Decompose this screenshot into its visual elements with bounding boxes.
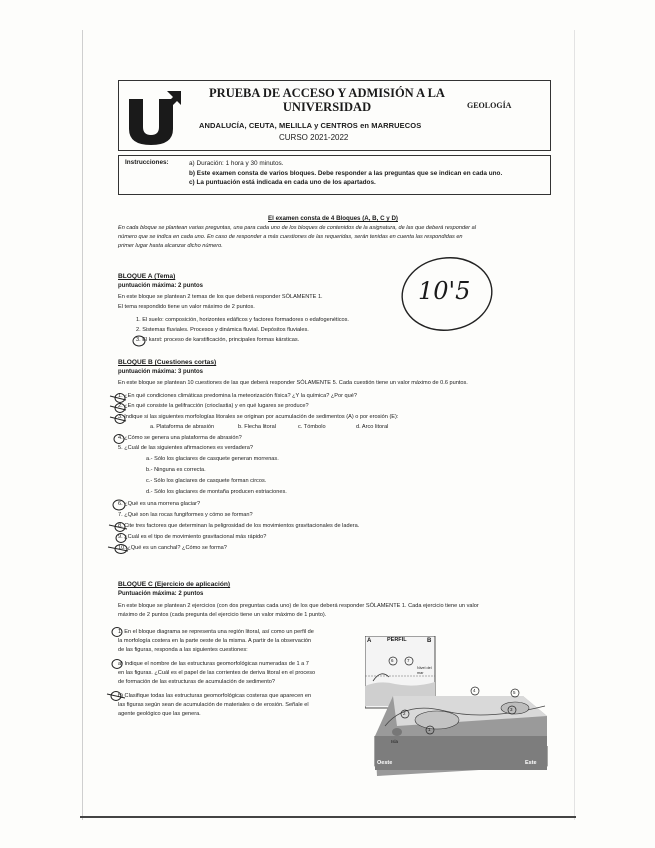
answer-circle-mark [132, 335, 146, 347]
question-option: b.- Ninguna es correcta. [146, 467, 206, 473]
figure-number: 2 [403, 711, 406, 716]
block-b-title: BLOQUE B (Cuestiones cortas) [118, 359, 217, 366]
block-b-score: puntuación máxima: 3 puntos [118, 369, 204, 375]
intro-line: primer lugar hasta alcanzar dicho número. [118, 243, 223, 249]
block-b-desc: En este bloque se plantean 10 cuestiones de las que deberá responder SÓLAMENTE 5. Cada cuestión tiene un valor máximo de 0.6 puntos. [118, 380, 468, 386]
exercise-line: a) Indique el nombre de las estructuras geomorfológicas numeradas de 1 a 7 [118, 661, 309, 667]
figure-number: 3 [510, 707, 513, 712]
exam-course: CURSO 2021-2022 [279, 133, 349, 142]
figure-west: Oeste [377, 760, 393, 766]
intro-title: El examen consta de 4 Bloques (A, B, C y D) [268, 215, 398, 222]
figure-east: Este [525, 760, 537, 766]
exam-subject: GEOLOGÍA [467, 101, 512, 110]
page-edge-left [82, 30, 83, 820]
question: 3. Indique si las siguientes morfologías litorales se originan por acumulación de sedimentos (A) o por erosión (E): [118, 414, 399, 420]
figure-sea-level: Nivel del mar [417, 666, 432, 675]
instructions-box [118, 155, 551, 195]
exercise-line: en las figuras. ¿Cuál es el papel de las corrientes de deriva litoral en el proceso [118, 670, 316, 676]
exercise-line: b) Clasifique todas las estructuras geomorfológicas costeras que aparecen en [118, 693, 312, 699]
question: 2. ¿En qué consiste la gelifracción (crioclastia) y en qué lugares se produce? [118, 403, 309, 409]
figure-number: 6 [391, 658, 394, 663]
instructions-list [189, 159, 502, 188]
question-option: d. Arco litoral [356, 424, 389, 430]
question-option: d.- Sólo los glaciares de montaña producen estriaciones. [146, 489, 287, 495]
question: 7. ¿Qué son las rocas fungiformes y cómo se forman? [118, 512, 253, 518]
exam-title: PRUEBA DE ACCESO Y ADMISIÓN A LA UNIVERSIDAD [209, 86, 445, 114]
block-a-desc: En este bloque se plantean 2 temas de los que deberá responder SÓLAMENTE 1. [118, 294, 323, 300]
exam-header [118, 80, 551, 151]
figure-number: 5 [513, 690, 516, 695]
question: 1. ¿En qué condiciones climáticas predomina la meteorización física? ¿Y la química? ¿Por qué? [118, 393, 357, 399]
question: 5. ¿Cuál de las siguientes afirmaciones es verdadera? [118, 445, 253, 451]
instruction-item: c) La puntuación está indicada en cada uno de los apartados. [189, 179, 376, 186]
figure-label-a: A [367, 638, 372, 644]
figure-label-b: B [427, 638, 432, 644]
exercise-line: las figuras según sean de acumulación de materiales o de erosión. Señale el [118, 702, 309, 708]
block-c-desc: máximo de 2 puntos (cada pregunta del ejercicio tiene un valor máximo de 1 punto). [118, 612, 327, 618]
exercise-line: agente geológico que las genera. [118, 711, 201, 717]
question: 10. ¿Qué es un canchal? ¿Cómo se forma? [118, 545, 227, 551]
figure-island: Isla [391, 739, 399, 744]
block-a-desc: El tema respondido tiene un valor máximo de 2 puntos. [118, 304, 255, 310]
page-edge-bottom [80, 816, 576, 818]
instructions-label: Instrucciones: [125, 159, 169, 166]
question: 4. ¿Cómo se genera una plataforma de abrasión? [118, 435, 242, 441]
question: 8. Cite tres factores que determinan la peligrosidad de los movimientos gravitacionales de ladera. [118, 523, 360, 529]
exam-region: ANDALUCÍA, CEUTA, MELILLA y CENTROS en MARRUECOS [199, 121, 422, 130]
question-option: a.- Sólo los glaciares de casquete generan morrenas. [146, 456, 279, 462]
coastal-block-diagram [365, 636, 550, 778]
question-option: c.- Sólo los glaciares de casquete forman circos. [146, 478, 267, 484]
exercise-line: 1. En el bloque diagrama se representa una región litoral, así como un perfil de [118, 629, 314, 635]
question: 6. ¿Qué es una morrena glaciar? [118, 501, 201, 507]
block-a-score: puntuación máxima: 2 puntos [118, 283, 204, 289]
handwritten-marks [100, 390, 132, 560]
question: 9. ¿Cuál es el tipo de movimiento gravitacional más rápido? [118, 534, 267, 540]
figure-number: 4 [473, 688, 476, 693]
intro-line: número que se indica en cada uno. En caso de responder a más cuestiones de las requeridas, serán tenidas en cuenta las respondidas en [118, 234, 463, 240]
block-a-topic: 1. El suelo: composición, horizontes edáficos y factores formadores o edafogenéticos. [136, 317, 349, 323]
handwritten-grade: 10'5 [418, 277, 471, 305]
figure-number: 1 [428, 727, 431, 732]
block-c-title: BLOQUE C (Ejercicio de aplicación) [118, 581, 231, 588]
page-edge-right [574, 30, 575, 820]
exercise-line: la morfología costera en la parte oeste de la misma. A partir de la observación [118, 638, 312, 644]
intro-line: En cada bloque se plantean varias preguntas, una para cada uno de los bloques de contenidos de la asignatura, de las que deberá responder al [118, 225, 476, 231]
handwritten-marks [104, 624, 126, 710]
block-a-topic: 2. Sistemas fluviales. Procesos y dinámica fluvial. Depósitos fluviales. [136, 327, 309, 333]
question-option: b. Flecha litoral [238, 424, 276, 430]
figure-profile-label: PERFIL [387, 637, 407, 643]
question-option: a. Plataforma de abrasión [150, 424, 215, 430]
instruction-item: a) Duración: 1 hora y 30 minutos. [189, 160, 284, 167]
exercise-line: de las figuras, responda a las siguientes cuestiones: [118, 647, 248, 653]
block-a-topic: 3. El karst: proceso de karstificación, principales formas kársticas. [136, 337, 300, 343]
block-a-title: BLOQUE A (Tema) [118, 273, 176, 280]
university-logo-icon [125, 89, 185, 145]
figure-number: 7 [407, 658, 410, 663]
block-c-score: Puntuación máxima: 2 puntos [118, 591, 204, 597]
block-c-desc: En este bloque se plantean 2 ejercicios (con dos preguntas cada uno) de los que deberá responder SÓLAMENTE 1. Cada ejercicio tiene un valor [118, 603, 479, 609]
exercise-line: de formación de las estructuras de acumulación de sedimento? [118, 679, 276, 685]
question-option: c. Tómbolo [298, 424, 326, 430]
instruction-item: b) Este examen consta de varios bloques. Debe responder a las preguntas que se indican en cada uno. [189, 169, 503, 177]
